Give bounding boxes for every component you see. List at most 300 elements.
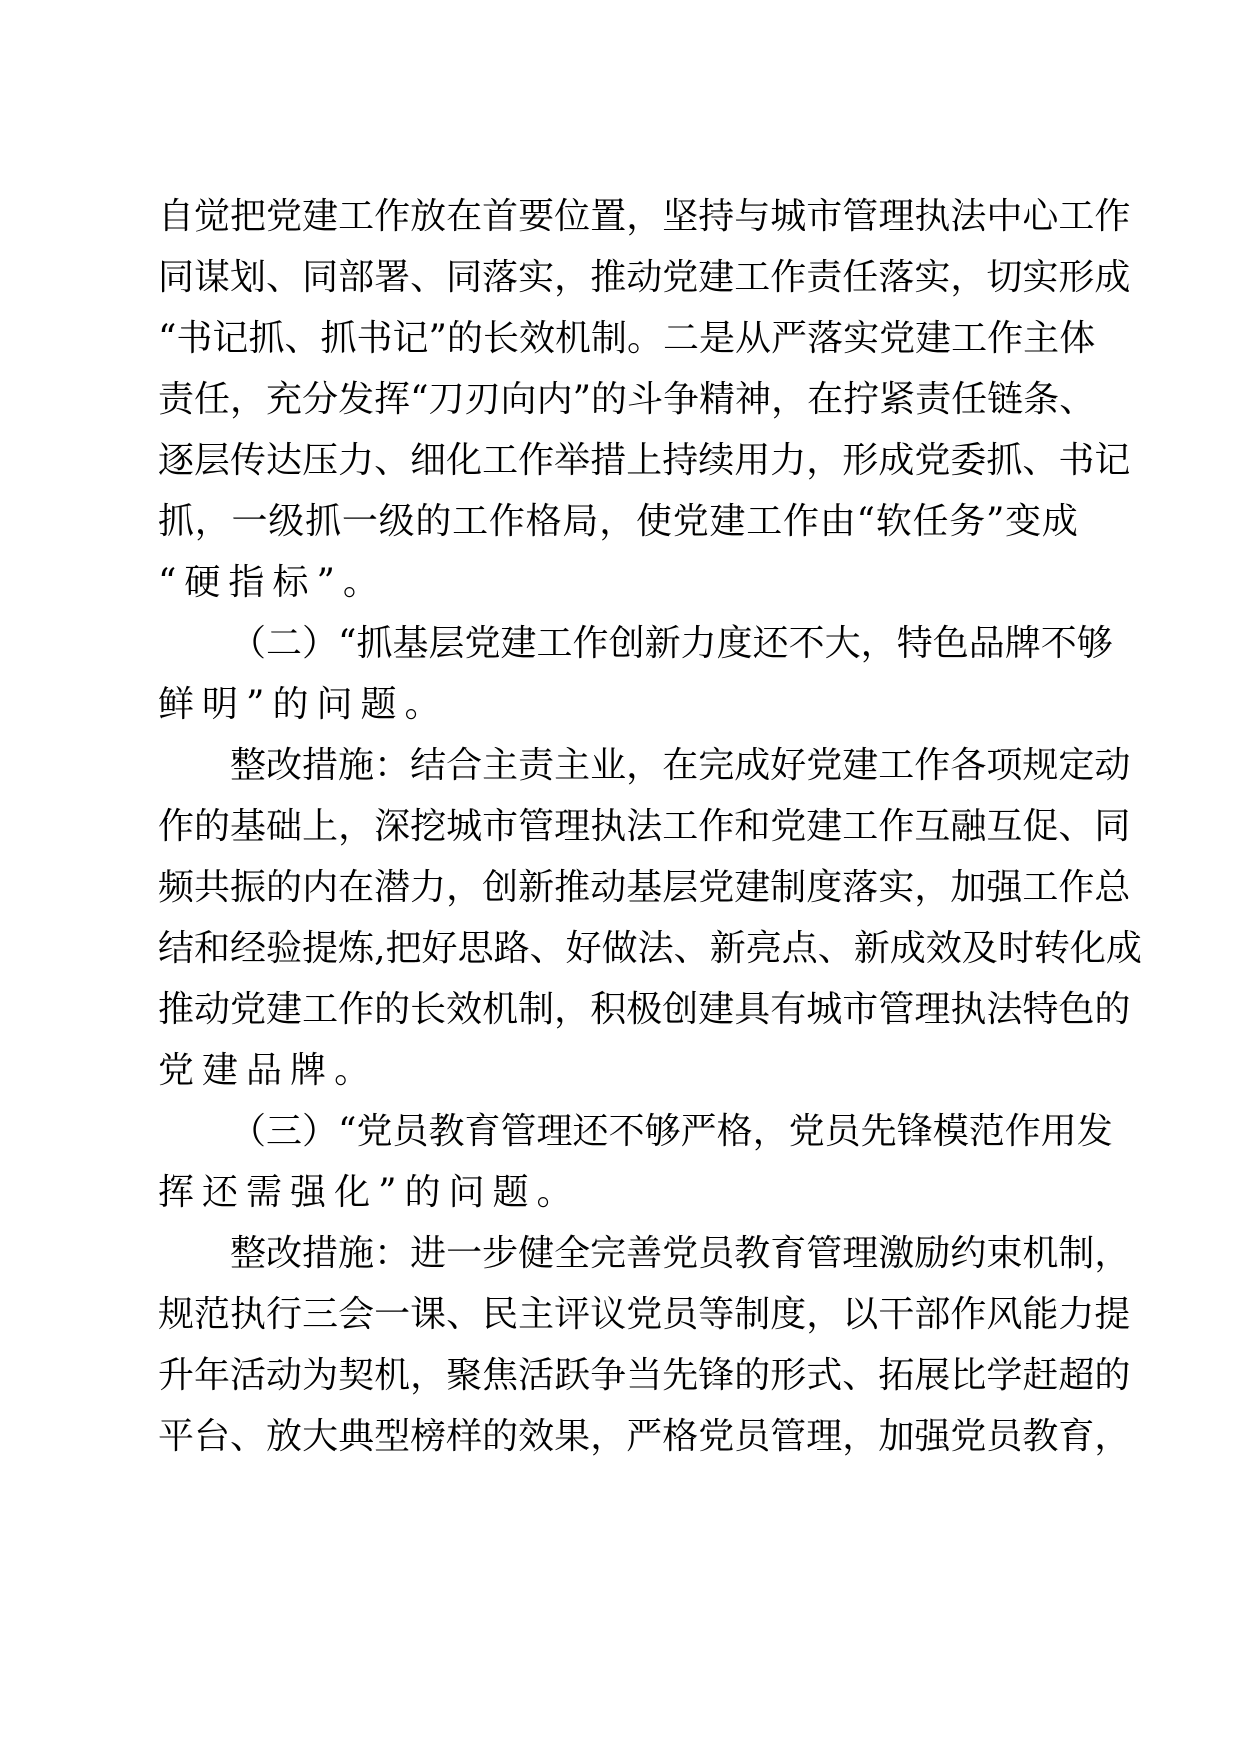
text-char: 完 (698, 745, 735, 786)
text-char: 模 (932, 1111, 969, 1152)
text-char: 员 (698, 1233, 735, 1274)
text-char: 总 (1094, 867, 1131, 908)
text-char: ， (554, 257, 591, 298)
text-char: 加 (878, 1416, 915, 1457)
text-char: 不 (608, 1111, 645, 1152)
text-char: 时 (997, 928, 1034, 969)
text-char: 精 (699, 379, 736, 420)
text-char: 作 (488, 501, 525, 542)
text-char: 问 (316, 684, 361, 725)
text-char: 课 (410, 1294, 447, 1335)
text-char: 转 (1033, 928, 1070, 969)
text-char: 管 (878, 989, 915, 1030)
text-char: 定 (1058, 745, 1095, 786)
text-char: 工 (302, 989, 339, 1030)
text-char: 焦 (482, 1355, 519, 1396)
text-char: 建 (915, 318, 952, 359)
text-char: 严 (771, 318, 808, 359)
text-char: 促 (1022, 806, 1059, 847)
text-char: 束 (986, 1233, 1023, 1274)
text-char: 硬 (184, 562, 229, 603)
text-char: 传 (230, 440, 267, 481)
text-char: 健 (518, 1233, 555, 1274)
text-char: 育 (1058, 1416, 1095, 1457)
text-char: 。 (404, 684, 449, 725)
text-char: 建 (709, 501, 746, 542)
text-char: 建 (266, 989, 303, 1030)
text-char: 展 (914, 1355, 951, 1396)
text-char: 执 (914, 196, 951, 237)
text-char: , (374, 928, 386, 969)
text-char: 在 (807, 379, 844, 420)
section-heading-line (158, 613, 1113, 674)
text-char: ” (316, 562, 343, 603)
text-char: 题 (492, 1172, 537, 1213)
text-char: 新 (518, 867, 555, 908)
text-char: 执 (590, 806, 627, 847)
text-line (158, 308, 1096, 369)
text-char: 范 (194, 1294, 231, 1335)
text-char: 划 (230, 257, 267, 298)
text-char: 还 (572, 1111, 609, 1152)
text-char: 拧 (843, 379, 880, 420)
text-char: 法 (626, 806, 663, 847)
text-char: 工 (482, 440, 519, 481)
text-char: 署 (374, 257, 411, 298)
text-char: 逐 (158, 440, 195, 481)
text-char: 进 (410, 1233, 447, 1274)
text-char: 好 (421, 928, 458, 969)
text-char: 创 (482, 867, 519, 908)
text-char: 上 (302, 806, 339, 847)
text-char: 极 (626, 989, 663, 1030)
text-char: 法 (637, 928, 674, 969)
text-char: 范 (968, 1111, 1005, 1152)
text-char: 平 (158, 1416, 195, 1457)
text-line (158, 1040, 1078, 1101)
text-char: 二 (266, 623, 303, 664)
text-char: 的 (482, 1416, 519, 1457)
text-char: ， (842, 1416, 879, 1457)
text-char: 实 (843, 318, 880, 359)
text-char: 形 (1058, 257, 1095, 298)
text-char: 向 (500, 379, 537, 420)
text-line (158, 857, 1131, 918)
text-char: 改 (266, 1233, 303, 1274)
text-char: “ (158, 562, 185, 603)
text-char: 制 (1058, 1233, 1095, 1274)
text-char: 明 (202, 684, 247, 725)
text-line (158, 552, 1078, 613)
text-char: 实 (518, 257, 555, 298)
text-char: 推 (554, 867, 591, 908)
text-char: 争 (590, 1355, 627, 1396)
text-char: 成 (1105, 928, 1142, 969)
text-char: 。 (334, 1050, 379, 1091)
text-char: 压 (302, 440, 339, 481)
text-char: 是 (699, 318, 736, 359)
text-char: 刃 (464, 379, 501, 420)
text-char: 推 (158, 989, 195, 1030)
text-char: 以 (842, 1294, 879, 1335)
text-char: 规 (1022, 745, 1059, 786)
text-char: 制 (734, 1294, 771, 1335)
text-char: 责 (915, 379, 952, 420)
text-char: 落 (482, 257, 519, 298)
text-char: 典 (338, 1416, 375, 1457)
text-char: 的 (446, 318, 483, 359)
text-char: 党 (230, 989, 267, 1030)
text-char: 挥 (374, 379, 411, 420)
text-char: 、 (284, 318, 321, 359)
text-char: 责 (806, 257, 843, 298)
text-char: “ (158, 318, 177, 359)
text-char: 三 (302, 1294, 339, 1335)
text-char: 管 (842, 196, 879, 237)
text-char: 党 (662, 1233, 699, 1274)
text-char: 等 (698, 1294, 735, 1335)
text-char: 行 (266, 1294, 303, 1335)
text-char: 化 (446, 440, 483, 481)
text-char: 要 (518, 196, 555, 237)
text-char: ， (626, 196, 663, 237)
text-char: 式 (806, 1355, 843, 1396)
text-char: 比 (950, 1355, 987, 1396)
text-char: 党 (879, 318, 916, 359)
text-char: ， (1094, 1233, 1131, 1274)
text-char: 发 (338, 379, 375, 420)
text-char: 励 (914, 1233, 951, 1274)
text-char: ， (752, 1111, 789, 1152)
text-char: 工 (878, 745, 915, 786)
text-char: ” (986, 501, 1005, 542)
text-char: 党 (770, 806, 807, 847)
text-char: 超 (1058, 1355, 1095, 1396)
text-char: 互 (914, 806, 951, 847)
text-char: 还 (752, 623, 789, 664)
text-char: 激 (878, 1233, 915, 1274)
text-char: 台 (194, 1416, 231, 1457)
text-char: 作 (987, 318, 1024, 359)
text-char: “ (338, 623, 357, 664)
text-char: 工 (662, 806, 699, 847)
text-char: 市 (806, 196, 843, 237)
text-char: ， (626, 745, 663, 786)
text-char: 党 (698, 867, 735, 908)
text-char: 验 (266, 928, 303, 969)
text-char: 、 (1022, 440, 1059, 481)
text-char: ” (246, 684, 273, 725)
text-char: 使 (635, 501, 672, 542)
text-char: 结 (410, 745, 447, 786)
text-char: 加 (950, 867, 987, 908)
text-char: 党 (626, 1294, 663, 1335)
text-char: 基 (230, 806, 267, 847)
text-char: 振 (230, 867, 267, 908)
text-char: 业 (590, 745, 627, 786)
text-char: 机 (374, 1355, 411, 1396)
text-char: 措 (590, 440, 627, 481)
text-char: 动 (626, 257, 663, 298)
text-char: 整 (230, 745, 267, 786)
text-char: 工 (1058, 196, 1095, 237)
text-char: 、 (266, 257, 303, 298)
text-char: 新 (709, 928, 746, 969)
text-char: 严 (680, 1111, 717, 1152)
text-char: 改 (266, 745, 303, 786)
text-char: 一 (374, 1294, 411, 1335)
text-char: 力 (1058, 1294, 1095, 1335)
text-char: 不 (1040, 623, 1077, 664)
text-char: 建 (806, 806, 843, 847)
text-char: 、 (673, 928, 710, 969)
text-char: 作 (158, 806, 195, 847)
text-char: 作 (698, 806, 735, 847)
text-char: 建 (734, 867, 771, 908)
text-char: 和 (194, 928, 231, 969)
text-char: 跃 (554, 1355, 591, 1396)
text-char: 建 (698, 257, 735, 298)
text-char: 内 (302, 867, 339, 908)
text-char: 作 (770, 257, 807, 298)
text-char: 记 (212, 318, 249, 359)
text-char: 作 (1058, 867, 1095, 908)
text-char: 级 (378, 501, 415, 542)
text-char: 级 (268, 501, 305, 542)
text-char: 作 (572, 623, 609, 664)
text-char: 觉 (194, 196, 231, 237)
text-char: 执 (230, 1294, 267, 1335)
text-char: 创 (662, 989, 699, 1030)
text-char: 抓 (305, 501, 342, 542)
text-line (158, 735, 1131, 796)
text-char: 为 (302, 1355, 339, 1396)
text-char: 动 (590, 867, 627, 908)
text-char: 持 (662, 440, 699, 481)
text-char: 牌 (1004, 623, 1041, 664)
text-char: 结 (158, 928, 195, 969)
text-char: 法 (986, 989, 1023, 1030)
text-char: 坚 (662, 196, 699, 237)
text-char: 指 (228, 562, 273, 603)
text-char: 活 (518, 1355, 555, 1396)
text-char: 市 (482, 806, 519, 847)
text-char: 党 (464, 623, 501, 664)
text-char: 机 (1022, 1233, 1059, 1274)
text-char: 教 (734, 1233, 771, 1274)
text-char: 化 (334, 1172, 379, 1213)
text-char: 榜 (410, 1416, 447, 1457)
text-char: 一 (341, 501, 378, 542)
text-char: “ (410, 379, 429, 420)
text-char: 的 (374, 989, 411, 1030)
text-char: ， (599, 501, 636, 542)
text-char: 党 (662, 257, 699, 298)
text-char: 融 (950, 806, 987, 847)
text-char: 频 (158, 867, 195, 908)
text-char: 、 (230, 1416, 267, 1457)
text-char: 先 (662, 1355, 699, 1396)
text-char: 教 (428, 1111, 465, 1152)
text-line (158, 430, 1131, 491)
text-char: ， (860, 623, 897, 664)
text-char: 内 (536, 379, 573, 420)
text-char: 落 (878, 257, 915, 298)
text-line (158, 1345, 1131, 1406)
text-char: ” (378, 1172, 405, 1213)
text-char: ） (302, 1111, 339, 1152)
text-char: 主 (518, 1294, 555, 1335)
text-char: 拓 (878, 1355, 915, 1396)
text-char: 法 (950, 196, 987, 237)
text-char: 落 (807, 318, 844, 359)
text-char: 聚 (446, 1355, 483, 1396)
text-char: 机 (554, 318, 591, 359)
text-char: 市 (842, 989, 879, 1030)
text-char: 作 (783, 501, 820, 542)
text-char: 挥 (158, 1172, 203, 1213)
text-char: 续 (698, 440, 735, 481)
text-char: 制 (770, 867, 807, 908)
text-char: 员 (986, 1416, 1023, 1457)
text-char: 在 (338, 867, 375, 908)
text-char: ， (806, 440, 843, 481)
text-char: 委 (950, 440, 987, 481)
text-char: 员 (662, 1294, 699, 1335)
text-char: 、 (1059, 379, 1096, 420)
text-char: 作 (914, 745, 951, 786)
text-char: 推 (590, 257, 627, 298)
text-char: 项 (986, 745, 1023, 786)
text-char: 规 (158, 1294, 195, 1335)
text-char: 党 (672, 501, 709, 542)
text-char: 。 (627, 318, 664, 359)
text-char: 主 (554, 745, 591, 786)
text-char: 作 (374, 196, 411, 237)
text-char: 赶 (1022, 1355, 1059, 1396)
text-char: 力 (338, 440, 375, 481)
text-char: 建 (202, 1050, 247, 1091)
text-char: 合 (446, 745, 483, 786)
text-char: 紧 (879, 379, 916, 420)
text-char: 党 (698, 1416, 735, 1457)
text-char: 管 (770, 1416, 807, 1457)
text-char: 干 (878, 1294, 915, 1335)
text-char: 员 (824, 1111, 861, 1152)
text-char: 任 (951, 379, 988, 420)
text-char: 城 (770, 196, 807, 237)
text-char: 员 (734, 1416, 771, 1457)
text-char: 刀 (428, 379, 465, 420)
text-char: 持 (698, 196, 735, 237)
text-char: 作 (518, 440, 555, 481)
text-char: 三 (266, 1111, 303, 1152)
text-char: 管 (806, 1233, 843, 1274)
text-char: ： (374, 745, 411, 786)
text-char: 、 (817, 928, 854, 969)
text-char: 作 (338, 989, 375, 1030)
text-char: 自 (158, 196, 195, 237)
text-char: ， (230, 379, 267, 420)
text-char: 在 (446, 196, 483, 237)
text-char: 牌 (290, 1050, 335, 1091)
text-char: 善 (626, 1233, 663, 1274)
text-char: 任 (842, 257, 879, 298)
text-line (158, 979, 1131, 1040)
text-char: 新 (853, 928, 890, 969)
text-char: ， (590, 1416, 627, 1457)
text-char: 不 (788, 623, 825, 664)
text-char: 工 (452, 501, 489, 542)
text-char: 全 (554, 1233, 591, 1274)
text-char: 长 (410, 989, 447, 1030)
text-char: 工 (734, 257, 771, 298)
text-char: 成 (734, 745, 771, 786)
text-char: 置 (590, 196, 627, 237)
text-char: 局 (562, 501, 599, 542)
text-char: 抓 (248, 318, 285, 359)
text-char: 主 (482, 745, 519, 786)
text-char: ， (194, 501, 231, 542)
text-char: 党 (266, 196, 303, 237)
text-char: 民 (482, 1294, 519, 1335)
text-char: 软 (875, 501, 912, 542)
text-char: 亮 (745, 928, 782, 969)
text-char: 首 (482, 196, 519, 237)
text-char: 理 (806, 1416, 843, 1457)
text-char: 施 (338, 1233, 375, 1274)
text-line (158, 369, 1096, 430)
text-char: 点 (781, 928, 818, 969)
text-char: 理 (554, 806, 591, 847)
text-char: 理 (536, 1111, 573, 1152)
text-char: 好 (565, 928, 602, 969)
text-char: 度 (806, 867, 843, 908)
text-char: 力 (410, 867, 447, 908)
text-char: 落 (842, 867, 879, 908)
section-heading-line (158, 1101, 1113, 1162)
text-char: 、 (1058, 806, 1095, 847)
text-char: 建 (842, 745, 879, 786)
text-char: 机 (482, 989, 519, 1030)
text-char: 争 (663, 379, 700, 420)
text-char: 会 (338, 1294, 375, 1335)
text-char: 活 (230, 1355, 267, 1396)
text-char: 格 (525, 501, 562, 542)
text-char: 强 (914, 1416, 951, 1457)
text-char: 教 (1022, 1416, 1059, 1457)
text-char: 效 (925, 928, 962, 969)
text-char: 强 (290, 1172, 335, 1213)
text-char: 长 (482, 318, 519, 359)
text-char: 同 (158, 257, 195, 298)
text-char: 放 (266, 1416, 303, 1457)
text-char: 学 (986, 1355, 1023, 1396)
text-char: 制 (590, 318, 627, 359)
text-char: 党 (788, 1111, 825, 1152)
text-char: 用 (1040, 1111, 1077, 1152)
text-char: 工 (746, 501, 783, 542)
text-char: ， (914, 867, 951, 908)
text-line (158, 186, 1131, 247)
text-char: ” (572, 379, 591, 420)
text-line (158, 247, 1131, 308)
text-char: 成 (1041, 501, 1078, 542)
text-char: 同 (1094, 806, 1131, 847)
text-char: 力 (770, 440, 807, 481)
text-line (158, 918, 1142, 979)
text-char: 锋 (698, 1355, 735, 1396)
